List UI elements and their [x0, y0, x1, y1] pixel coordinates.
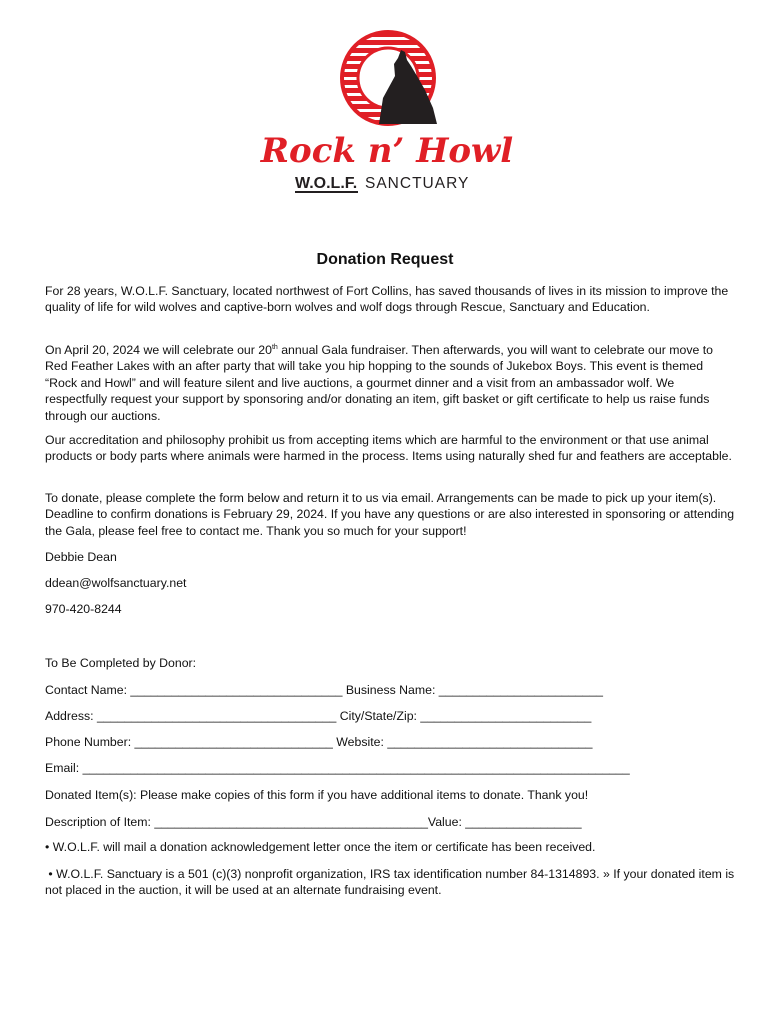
gala-paragraph	[45, 342, 735, 424]
page-title: Donation Request	[316, 251, 454, 268]
form-line-phone-website[interactable]: Phone Number: _____________________________ Website: ______________________________	[45, 735, 593, 749]
logo-emblem	[335, 32, 445, 125]
logo-script-text: Rock n’ Howl	[260, 131, 514, 171]
ordinal-suffix: th	[271, 343, 278, 351]
intro-paragraph: For 28 years, W.O.L.F. Sanctuary, located northwest of Fort Collins, has saved thousands of lives in its mission to improve the quality of life for wild wolves and captive-born wolves and wolf dogs through Rescue, Sanctuary and Education.	[45, 284, 729, 315]
contact-email[interactable]: ddean@wolfsanctuary.net	[45, 576, 187, 590]
form-line-contact-business[interactable]: Contact Name: _______________________________ Business Name: ________________________	[45, 683, 603, 697]
form-line-address-city[interactable]: Address: ___________________________________ City/State/Zip: _________________________	[45, 709, 592, 723]
gala-text-b: annual Gala fundraiser. Then afterwards, you will want to celebrate our move to Red Feather Lakes with an after party that will take you hip hopping to the sounds of Jukebox Boys. This event is themed “Rock and Howl” and will feature silent and live auctions, a gourmet dinner and a visit from an ambassador wolf. We respectfully request your support by sponsoring and/or donating an item, gift basket or gift certificate to help us raise funds through our auctions.	[45, 343, 713, 423]
form-line-description-value[interactable]: Description of Item: ________________________________________Value: _________________	[45, 815, 582, 829]
form-line-email[interactable]: Email: ________________________________________________________________________________	[45, 761, 630, 775]
gala-text-a: On April 20, 2024 we will celebrate our 20	[45, 343, 272, 357]
form-header: To Be Completed by Donor:	[45, 656, 197, 670]
donated-items-note: Donated Item(s): Please make copies of this form if you have additional items to donate. Thank you!	[45, 788, 589, 802]
contact-name: Debbie Dean	[45, 550, 117, 564]
nonprofit-note: • W.O.L.F. Sanctuary is a 501 (c)(3) nonprofit organization, IRS tax identification number 84-1314893. » If your donated item is not placed in the auction, it will be used at an alternate fundraising event.	[45, 867, 738, 898]
instructions-paragraph: To donate, please complete the form below and return it to us via email. Arrangements can be made to pick up your item(s). Deadline to confirm donations is February 29, 2024. If you have any questions or are also interested in sponsoring or attending the Gala, please feel free to contact me. Thank you so much for your support!	[45, 491, 735, 538]
accreditation-paragraph: Our accreditation and philosophy prohibit us from accepting items which are harmful to the environment or that use animal products or body parts where animals were harmed in the process. Items using naturally shed fur and feathers are acceptable.	[45, 433, 732, 464]
logo-org-bold: W.O.L.F.	[295, 175, 358, 192]
contact-phone: 970-420-8244	[45, 602, 122, 616]
logo-org-rest: SANCTUARY	[365, 175, 470, 192]
rock-n-howl-logo	[255, 28, 520, 198]
acknowledgement-note: • W.O.L.F. will mail a donation acknowledgement letter once the item or certificate has been received.	[45, 840, 596, 854]
